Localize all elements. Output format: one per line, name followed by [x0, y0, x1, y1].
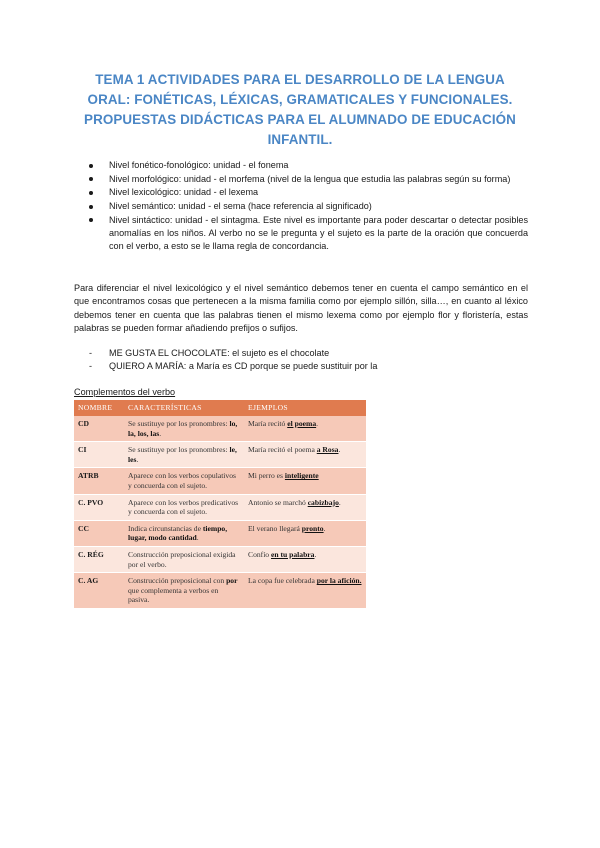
- cell-characteristics: Indica circunstancias de tiempo, lugar, modo cantidad.: [124, 520, 244, 546]
- cell-name: CD: [74, 416, 124, 442]
- body-paragraph: Para diferenciar el nivel lexicológico y el nivel semántico debemos tener en cuenta el campo semántico en el que encontramos cosas que pertenecen a la misma familia como por ejemplo sillón, silla…, en cuanto al léxico debemos tener en cuenta que las palabras tienen el mismo lexema como por ejemplo flor y floristería, estas palabras se pueden formar añadiendo prefijos o sufijos.: [74, 283, 528, 334]
- list-item: - QUIERO A MARÍA: a María es CD porque se puede sustituir por la: [88, 360, 528, 373]
- cell-name: ATRB: [74, 468, 124, 494]
- list-item: Nivel semántico: unidad - el sema (hace referencia al significado): [88, 200, 528, 213]
- cell-characteristics: Se sustituye por los pronombres: le, les.: [124, 442, 244, 468]
- list-item: Nivel lexicológico: unidad - el lexema: [88, 186, 528, 199]
- cell-characteristics: Se sustituye por los pronombres: lo, la, los, las.: [124, 416, 244, 442]
- cell-characteristics: Construcción preposicional exigida por el verbo.: [124, 546, 244, 572]
- levels-list: [88, 159, 528, 254]
- table-row: [74, 573, 366, 609]
- cell-name: C. AG: [74, 573, 124, 609]
- cell-characteristics: Aparece con los verbos copulativos y concuerda con el sujeto.: [124, 468, 244, 494]
- cell-name: CC: [74, 520, 124, 546]
- title-line: TEMA 1 ACTIVIDADES PARA EL DESARROLLO DE LA LENGUA: [95, 72, 505, 87]
- cell-example: Mi perro es inteligente: [244, 468, 366, 494]
- table-row: [74, 442, 366, 468]
- table-row: [74, 546, 366, 572]
- cell-name: CI: [74, 442, 124, 468]
- title-line: INFANTIL.: [267, 132, 333, 147]
- table-row: [74, 494, 366, 520]
- cell-characteristics: Construcción preposicional con por que complementa a verbos en pasiva.: [124, 573, 244, 609]
- table-header-row: [74, 400, 366, 416]
- cell-name: C. PVO: [74, 494, 124, 520]
- table-title: Complementos del verbo: [74, 387, 176, 397]
- cell-example: La copa fue celebrada por la afición.: [244, 573, 366, 609]
- table-row: [74, 520, 366, 546]
- examples-list: [88, 347, 528, 374]
- column-header: EJEMPLOS: [244, 400, 366, 416]
- cell-example: Confío en tu palabra.: [244, 546, 366, 572]
- list-item: Nivel fonético-fonológico: unidad - el fonema: [88, 159, 528, 172]
- column-header: CARACTERÍSTICAS: [124, 400, 244, 416]
- cell-characteristics: Aparece con los verbos predicativos y concuerda con el sujeto.: [124, 494, 244, 520]
- list-item: - ME GUSTA EL CHOCOLATE: el sujeto es el chocolate: [88, 347, 528, 360]
- cell-example: María recitó el poema a Rosa.: [244, 442, 366, 468]
- title-line: ORAL: FONÉTICAS, LÉXICAS, GRAMATICALES Y FUNCIONALES.: [87, 92, 513, 107]
- table-row: [74, 468, 366, 494]
- list-item: Nivel morfológico: unidad - el morfema (nivel de la lengua que estudia las palabras según su forma): [88, 173, 528, 186]
- cell-example: Antonio se marchó cabizbajo.: [244, 494, 366, 520]
- table-row: [74, 416, 366, 442]
- verb-complements-table: [74, 400, 366, 609]
- list-item: Nivel sintáctico: unidad - el sintagma. Este nivel es importante para poder descartar o detectar posibles anomalías en los niños. Al verbo no se le pregunta y el sujeto es la parte de la oración que concuerda con el verbo, a esto se le llama regla de concordancia.: [88, 214, 528, 254]
- column-header: NOMBRE: [74, 400, 124, 416]
- cell-example: El verano llegará pronto.: [244, 520, 366, 546]
- document-title: [70, 70, 530, 150]
- cell-name: C. RÉG: [74, 546, 124, 572]
- cell-example: María recitó el poema.: [244, 416, 366, 442]
- title-line: PROPUESTAS DIDÁCTICAS PARA EL ALUMNADO DE EDUCACIÓN: [84, 112, 516, 127]
